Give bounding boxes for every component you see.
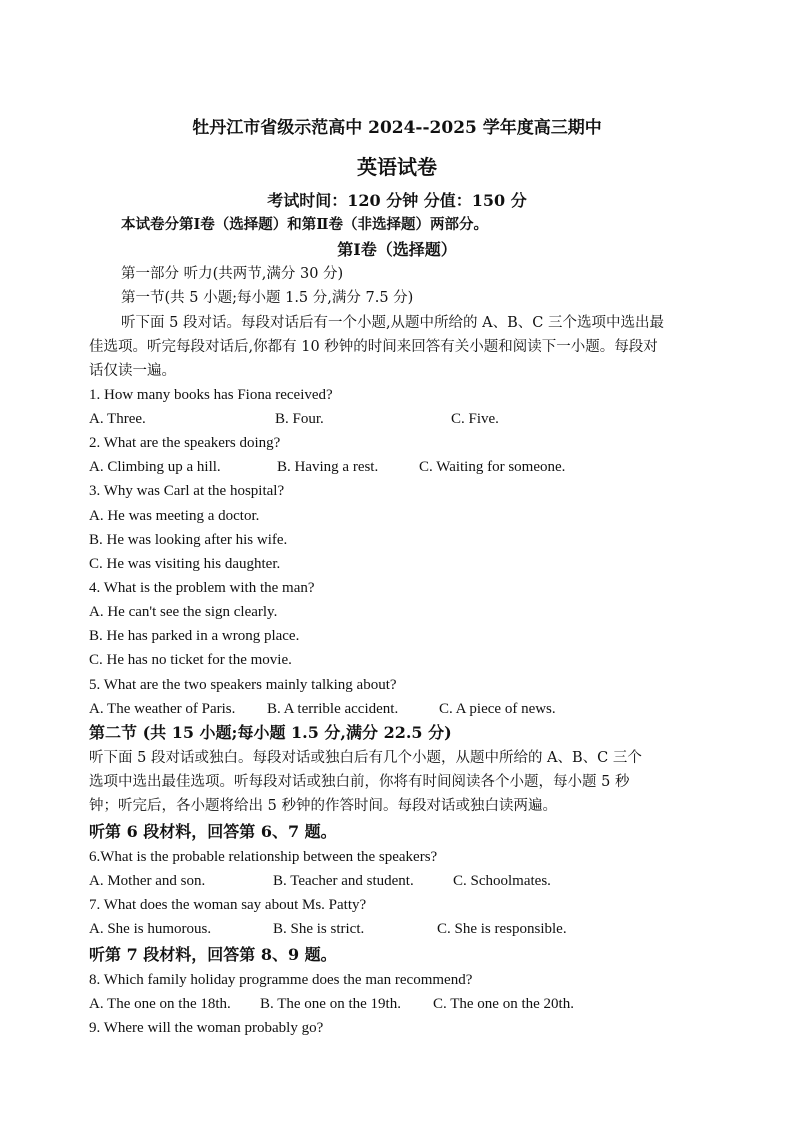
- question-stem: 4. What is the problem with the man?: [89, 580, 315, 596]
- section1-instructions-line: 听下面 5 段对话。每段对话后有一个小题,从题中所给的 A、B、C 三个选项中选出最: [121, 315, 664, 331]
- question-stem: 2. What are the speakers doing?: [89, 435, 281, 451]
- section1-instructions-line: 话仅读一遍。: [89, 363, 176, 379]
- option-a: A. The weather of Paris.: [89, 701, 236, 717]
- option-c: C. The one on the 20th.: [433, 996, 574, 1012]
- exam-time-score: 考试时间：120 分钟 分值：150 分: [267, 191, 527, 210]
- section2-instructions-line: 选项中选出最佳选项。听每段对话或独白前，你将有时间阅读各个小题，每小题 5 秒: [89, 774, 630, 790]
- option-b: B. He has parked in a wrong place.: [89, 628, 300, 644]
- exam-subtitle: 英语试卷: [357, 155, 437, 179]
- option-a: A. Three.: [89, 411, 146, 427]
- part1-title: 第一部分 听力(共两节,满分 30 分): [121, 266, 344, 282]
- option-c: C. He was visiting his daughter.: [89, 556, 281, 572]
- question-stem: 9. Where will the woman probably go?: [89, 1020, 324, 1036]
- option-b: B. A terrible accident.: [267, 701, 399, 717]
- paper-intro: 本试卷分第Ⅰ卷（选择题）和第Ⅱ卷（非选择题）两部分。: [121, 216, 489, 233]
- option-b: B. She is strict.: [273, 921, 365, 937]
- section2-instructions-line: 听下面 5 段对话或独白。每段对话或独白后有几个小题，从题中所给的 A、B、C 三个: [89, 750, 642, 766]
- question-stem: 7. What does the woman say about Ms. Patty?: [89, 897, 367, 913]
- option-b: B. He was looking after his wife.: [89, 532, 288, 548]
- volume1-title: 第Ⅰ卷（选择题）: [337, 240, 457, 259]
- option-c: C. He has no ticket for the movie.: [89, 652, 292, 668]
- option-a: A. He was meeting a doctor.: [89, 508, 260, 524]
- section1-instructions-line: 佳选项。听完每段对话后,你都有 10 秒钟的时间来回答有关小题和阅读下一小题。每段对: [89, 339, 658, 355]
- option-c: C. Waiting for someone.: [419, 459, 566, 475]
- option-a: A. The one on the 18th.: [89, 996, 231, 1012]
- option-a: A. He can't see the sign clearly.: [89, 604, 278, 620]
- question-stem: 1. How many books has Fiona received?: [89, 387, 333, 403]
- question-stem: 3. Why was Carl at the hospital?: [89, 483, 285, 499]
- option-b: B. The one on the 19th.: [260, 996, 401, 1012]
- option-a: A. She is humorous.: [89, 921, 212, 937]
- section2-instructions-line: 钟；听完后，各小题将给出 5 秒钟的作答时间。每段对话或独白读两遍。: [89, 798, 557, 814]
- section1-title: 第一节(共 5 小题;每小题 1.5 分,满分 7.5 分): [121, 290, 414, 306]
- option-c: C. She is responsible.: [437, 921, 567, 937]
- question-stem: 5. What are the two speakers mainly talking about?: [89, 677, 397, 693]
- section2-title: 第二节 (共 15 小题;每小题 1.5 分,满分 22.5 分): [89, 723, 452, 742]
- option-b: B. Having a rest.: [277, 459, 379, 475]
- option-a: A. Climbing up a hill.: [89, 459, 221, 475]
- option-c: C. Five.: [451, 411, 499, 427]
- option-c: C. A piece of news.: [439, 701, 556, 717]
- option-a: A. Mother and son.: [89, 873, 206, 889]
- exam-title: 牡丹江市省级示范高中 2024--2025 学年度高三期中: [192, 118, 602, 138]
- option-b: B. Teacher and student.: [273, 873, 414, 889]
- option-c: C. Schoolmates.: [453, 873, 551, 889]
- question-stem: 8. Which family holiday programme does the man recommend?: [89, 972, 473, 988]
- option-b: B. Four.: [275, 411, 324, 427]
- question-stem: 6.What is the probable relationship between the speakers?: [89, 849, 438, 865]
- material-heading: 听第 6 段材料，回答第 6、7 题。: [89, 822, 337, 841]
- material-heading: 听第 7 段材料，回答第 8、9 题。: [89, 945, 337, 964]
